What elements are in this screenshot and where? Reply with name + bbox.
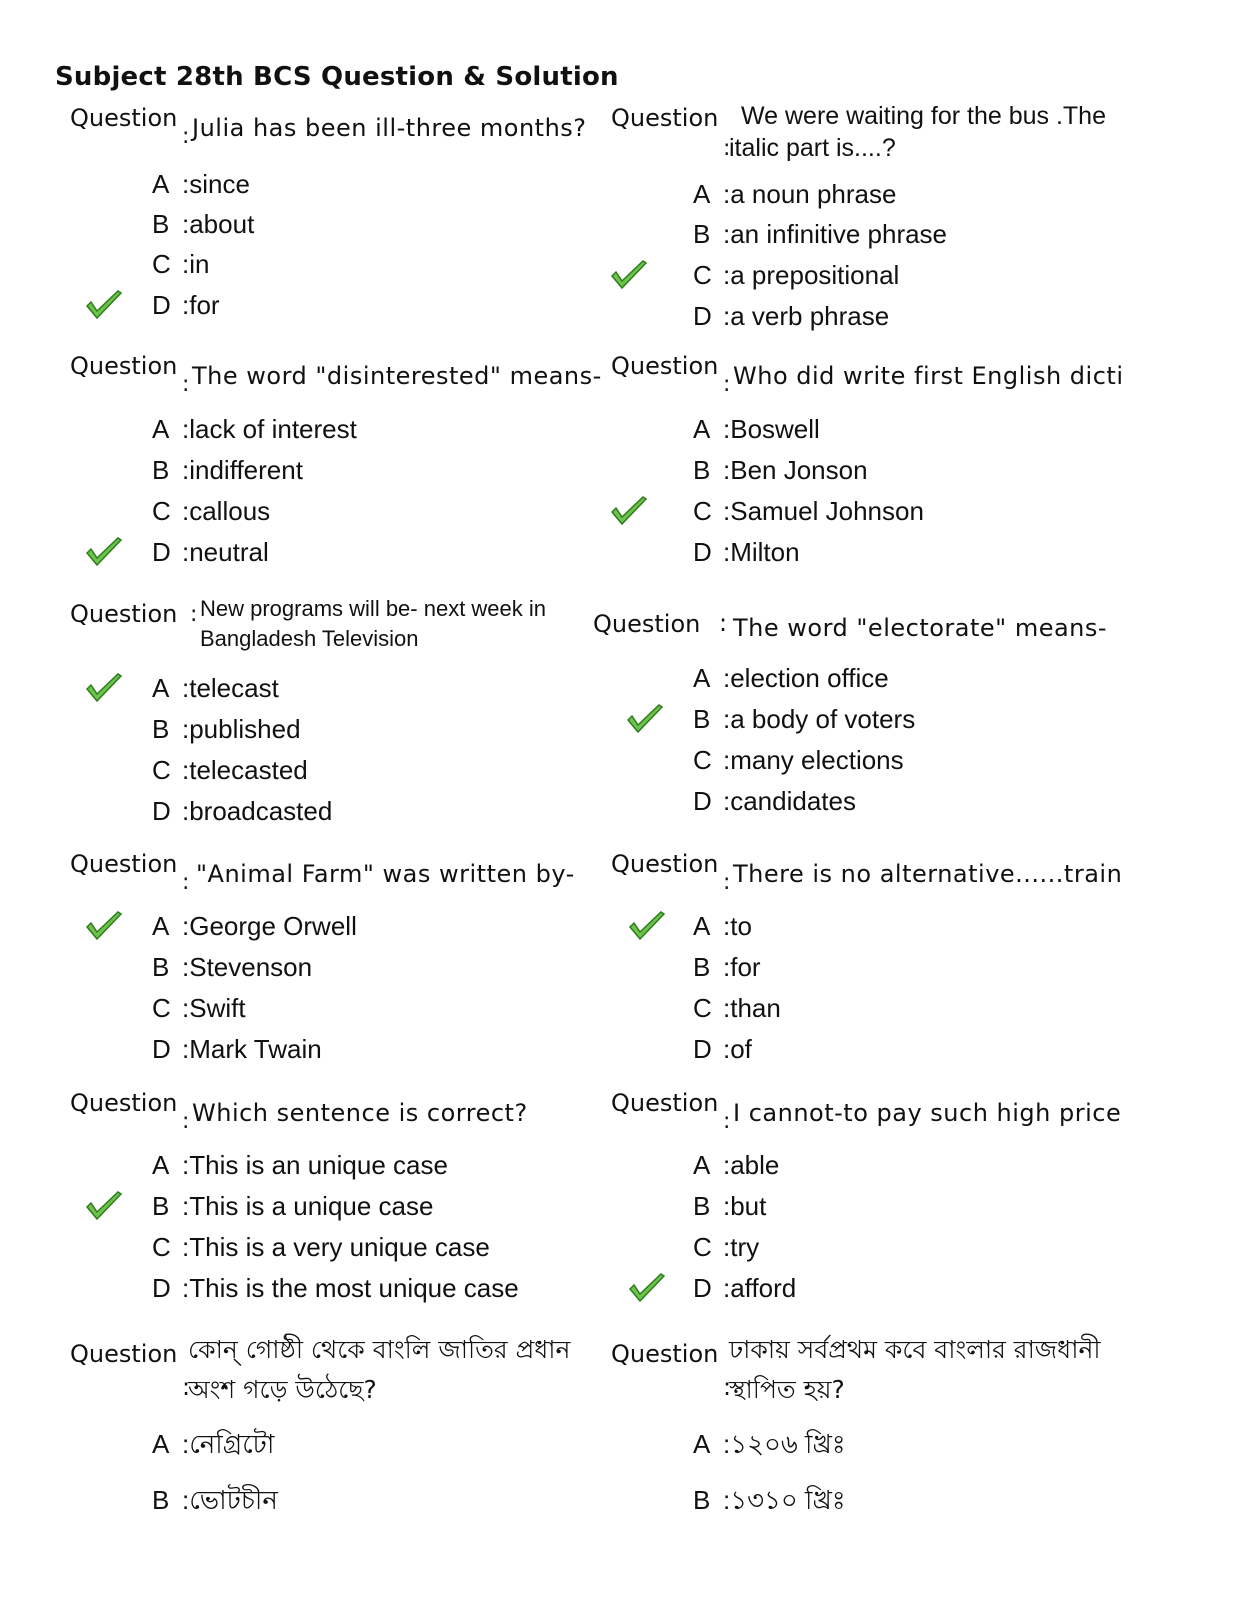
checkmark-icon xyxy=(84,910,124,942)
option-b xyxy=(693,1188,1133,1224)
question-5 xyxy=(70,596,630,840)
option-b xyxy=(693,1482,1133,1518)
option-text: :indifferent xyxy=(182,455,303,485)
option-letter: B xyxy=(152,455,170,485)
option-text: :able xyxy=(723,1150,780,1180)
option-text: :ভোটচীন xyxy=(182,1485,278,1515)
option-text: :neutral xyxy=(182,537,269,567)
option-letter: D xyxy=(152,1034,171,1064)
option-b xyxy=(152,1482,592,1518)
question-text: কোন্ গোষ্ঠী থেকে বাংলি জাতির প্রধান অংশ গড়ে উঠেছে? xyxy=(188,1335,571,1404)
option-text: :নেগ্রিটো xyxy=(182,1429,275,1459)
option-text: :election office xyxy=(723,663,889,693)
option-text: :১৩১০ খ্রিঃ xyxy=(723,1485,846,1515)
option-letter: D xyxy=(152,1273,171,1303)
option-letter: B xyxy=(693,704,711,734)
option-text: :a verb phrase xyxy=(723,301,890,331)
checkmark-icon xyxy=(627,910,667,942)
option-text: :but xyxy=(723,1191,767,1221)
option-a xyxy=(152,1426,592,1462)
option-text: :This is an unique case xyxy=(182,1150,448,1180)
question-11 xyxy=(70,1330,630,1530)
option-letter: A xyxy=(693,1150,711,1180)
option-letter: D xyxy=(152,290,171,320)
question-colon: : xyxy=(723,136,731,161)
option-text: :a body of voters xyxy=(723,704,916,734)
option-d xyxy=(693,534,1133,570)
option-a xyxy=(693,411,1133,447)
option-letter: B xyxy=(693,1191,711,1221)
question-colon: : xyxy=(723,1109,731,1134)
option-letter: D xyxy=(693,1034,712,1064)
option-text: :to xyxy=(723,911,752,941)
option-d xyxy=(152,534,592,570)
option-d xyxy=(152,1031,592,1067)
option-letter: A xyxy=(152,1429,170,1459)
question-label: Question xyxy=(593,610,701,638)
option-letter: A xyxy=(152,911,170,941)
option-d xyxy=(693,1031,1133,1067)
question-colon: : xyxy=(723,870,731,895)
checkmark-icon xyxy=(609,495,649,527)
option-a xyxy=(152,1147,592,1183)
question-text: New programs will be- next week in Bangladesh Television xyxy=(200,596,547,651)
option-text: :This is a very unique case xyxy=(182,1232,490,1262)
option-text: :a noun phrase xyxy=(723,179,897,209)
option-text: :Samuel Johnson xyxy=(723,496,924,526)
option-letter: C xyxy=(152,755,171,785)
question-text: ঢাকায় সর্বপ্রথম কবে বাংলার রাজধানী স্থাপিত হয়? xyxy=(729,1335,1101,1404)
question-9 xyxy=(70,1089,630,1329)
option-letter: B xyxy=(693,455,711,485)
option-letter: B xyxy=(152,209,170,239)
option-text: :candidates xyxy=(723,786,856,816)
question-colon: : xyxy=(182,1109,190,1134)
option-letter: C xyxy=(693,1232,712,1262)
option-letter: D xyxy=(693,1273,712,1303)
option-a xyxy=(152,411,592,447)
question-text: Who did write first English dicti xyxy=(733,362,1124,390)
option-b xyxy=(152,452,592,488)
option-c xyxy=(152,990,592,1026)
option-text: :many elections xyxy=(723,745,904,775)
option-letter: C xyxy=(152,1232,171,1262)
question-colon: : xyxy=(723,1373,732,1401)
option-text: :a prepositional xyxy=(723,260,900,290)
option-letter: C xyxy=(152,496,171,526)
option-a xyxy=(152,670,592,706)
option-text: :an infinitive phrase xyxy=(723,219,948,249)
question-10 xyxy=(611,1089,1159,1329)
option-letter: B xyxy=(152,1191,170,1221)
option-b xyxy=(152,206,592,242)
option-text: :since xyxy=(182,169,250,199)
question-colon: : xyxy=(723,372,731,397)
option-letter: C xyxy=(152,993,171,1023)
question-label: Question xyxy=(611,1340,719,1368)
question-text: We were waiting for the bus .The italic part is....? xyxy=(729,102,1106,162)
option-letter: B xyxy=(693,952,711,982)
checkmark-icon xyxy=(84,672,124,704)
option-d xyxy=(152,1270,592,1306)
question-text: Julia has been ill-three months? xyxy=(192,114,587,142)
option-text: :try xyxy=(723,1232,760,1262)
option-letter: D xyxy=(152,537,171,567)
question-text: The word "disinterested" means- xyxy=(192,362,602,390)
option-b xyxy=(693,452,1133,488)
option-text: :telecasted xyxy=(182,755,308,785)
option-text: :afford xyxy=(723,1273,797,1303)
option-text: :for xyxy=(723,952,761,982)
option-c xyxy=(693,990,1133,1026)
option-a xyxy=(693,660,1133,696)
option-text: :lack of interest xyxy=(182,414,357,444)
option-text: :broadcasted xyxy=(182,796,333,826)
question-colon: : xyxy=(182,1373,191,1401)
question-1 xyxy=(70,104,630,344)
question-text: I cannot-to pay such high price xyxy=(733,1099,1122,1127)
option-b xyxy=(693,216,1133,252)
question-label: Question xyxy=(611,1089,719,1117)
question-text: There is no alternative......train xyxy=(733,860,1123,888)
question-colon: : xyxy=(190,602,198,627)
option-c xyxy=(152,493,592,529)
option-c xyxy=(693,742,1133,778)
option-letter: A xyxy=(152,1150,170,1180)
question-colon: : xyxy=(182,372,190,397)
option-a xyxy=(693,176,1133,212)
question-label: Question xyxy=(70,352,178,380)
checkmark-icon xyxy=(84,289,124,321)
question-3 xyxy=(70,352,630,592)
option-text: :Mark Twain xyxy=(182,1034,322,1064)
checkmark-icon xyxy=(627,1272,667,1304)
question-label: Question xyxy=(70,1089,178,1117)
option-text: :Swift xyxy=(182,993,246,1023)
question-4 xyxy=(611,352,1159,592)
option-b xyxy=(152,711,592,747)
option-letter: A xyxy=(693,179,711,209)
option-letter: D xyxy=(152,796,171,826)
option-c xyxy=(693,1229,1133,1265)
option-letter: B xyxy=(693,1485,711,1515)
option-d xyxy=(693,298,1133,334)
option-c xyxy=(152,1229,592,1265)
question-text: The word "electorate" means- xyxy=(733,614,1108,642)
option-letter: B xyxy=(693,219,711,249)
option-letter: A xyxy=(152,169,170,199)
option-text: :১২০৬ খ্রিঃ xyxy=(723,1429,846,1459)
option-text: :This is a unique case xyxy=(182,1191,434,1221)
option-letter: D xyxy=(693,786,712,816)
checkmark-icon xyxy=(84,1190,124,1222)
option-letter: C xyxy=(693,745,712,775)
question-label: Question xyxy=(70,600,178,628)
option-text: :Ben Jonson xyxy=(723,455,868,485)
option-text: :published xyxy=(182,714,301,744)
question-label: Question xyxy=(70,1340,178,1368)
option-letter: C xyxy=(693,496,712,526)
option-a xyxy=(693,908,1133,944)
question-label: Question xyxy=(70,850,178,878)
question-text: "Animal Farm" was written by- xyxy=(196,860,575,888)
option-c xyxy=(693,257,1133,293)
checkmark-icon xyxy=(84,536,124,568)
question-colon: : xyxy=(719,609,728,637)
question-colon: : xyxy=(182,870,190,895)
question-label: Question xyxy=(611,850,719,878)
question-label: Question xyxy=(70,104,178,132)
option-letter: B xyxy=(152,714,170,744)
question-7 xyxy=(70,850,630,1090)
option-d xyxy=(693,783,1133,819)
option-letter: A xyxy=(693,911,711,941)
option-b xyxy=(152,1188,592,1224)
option-text: :This is the most unique case xyxy=(182,1273,519,1303)
option-letter: A xyxy=(152,414,170,444)
question-text: Which sentence is correct? xyxy=(192,1099,528,1127)
option-d xyxy=(152,793,592,829)
question-6 xyxy=(593,610,1153,850)
option-c xyxy=(152,752,592,788)
option-a xyxy=(152,908,592,944)
option-text: :than xyxy=(723,993,781,1023)
checkmark-icon xyxy=(625,703,665,735)
option-letter: A xyxy=(693,1429,711,1459)
option-letter: A xyxy=(693,414,711,444)
question-8 xyxy=(611,850,1159,1090)
option-text: :Boswell xyxy=(723,414,820,444)
option-letter: A xyxy=(693,663,711,693)
option-letter: D xyxy=(693,537,712,567)
option-text: :for xyxy=(182,290,220,320)
question-label: Question xyxy=(611,104,719,132)
option-text: :in xyxy=(182,249,210,279)
option-b xyxy=(693,949,1133,985)
checkmark-icon xyxy=(609,259,649,291)
question-colon: : xyxy=(182,124,190,149)
option-text: :George Orwell xyxy=(182,911,357,941)
option-b xyxy=(152,949,592,985)
option-text: :Milton xyxy=(723,537,800,567)
option-text: :of xyxy=(723,1034,752,1064)
option-letter: B xyxy=(152,1485,170,1515)
option-letter: C xyxy=(693,993,712,1023)
option-text: :Stevenson xyxy=(182,952,313,982)
question-2 xyxy=(611,104,1171,344)
option-letter: A xyxy=(152,673,170,703)
question-12 xyxy=(611,1330,1171,1530)
option-text: :telecast xyxy=(182,673,279,703)
option-a xyxy=(152,166,592,202)
page-title: Subject 28th BCS Question & Solution xyxy=(55,62,619,92)
option-letter: C xyxy=(152,249,171,279)
question-label: Question xyxy=(611,352,719,380)
option-letter: B xyxy=(152,952,170,982)
option-d xyxy=(693,1270,1133,1306)
option-c xyxy=(152,246,592,282)
option-a xyxy=(693,1147,1133,1183)
option-d xyxy=(152,287,592,323)
option-letter: D xyxy=(693,301,712,331)
option-text: :callous xyxy=(182,496,271,526)
option-c xyxy=(693,493,1133,529)
option-letter: C xyxy=(693,260,712,290)
option-a xyxy=(693,1426,1133,1462)
option-text: :about xyxy=(182,209,255,239)
option-b xyxy=(693,701,1133,737)
